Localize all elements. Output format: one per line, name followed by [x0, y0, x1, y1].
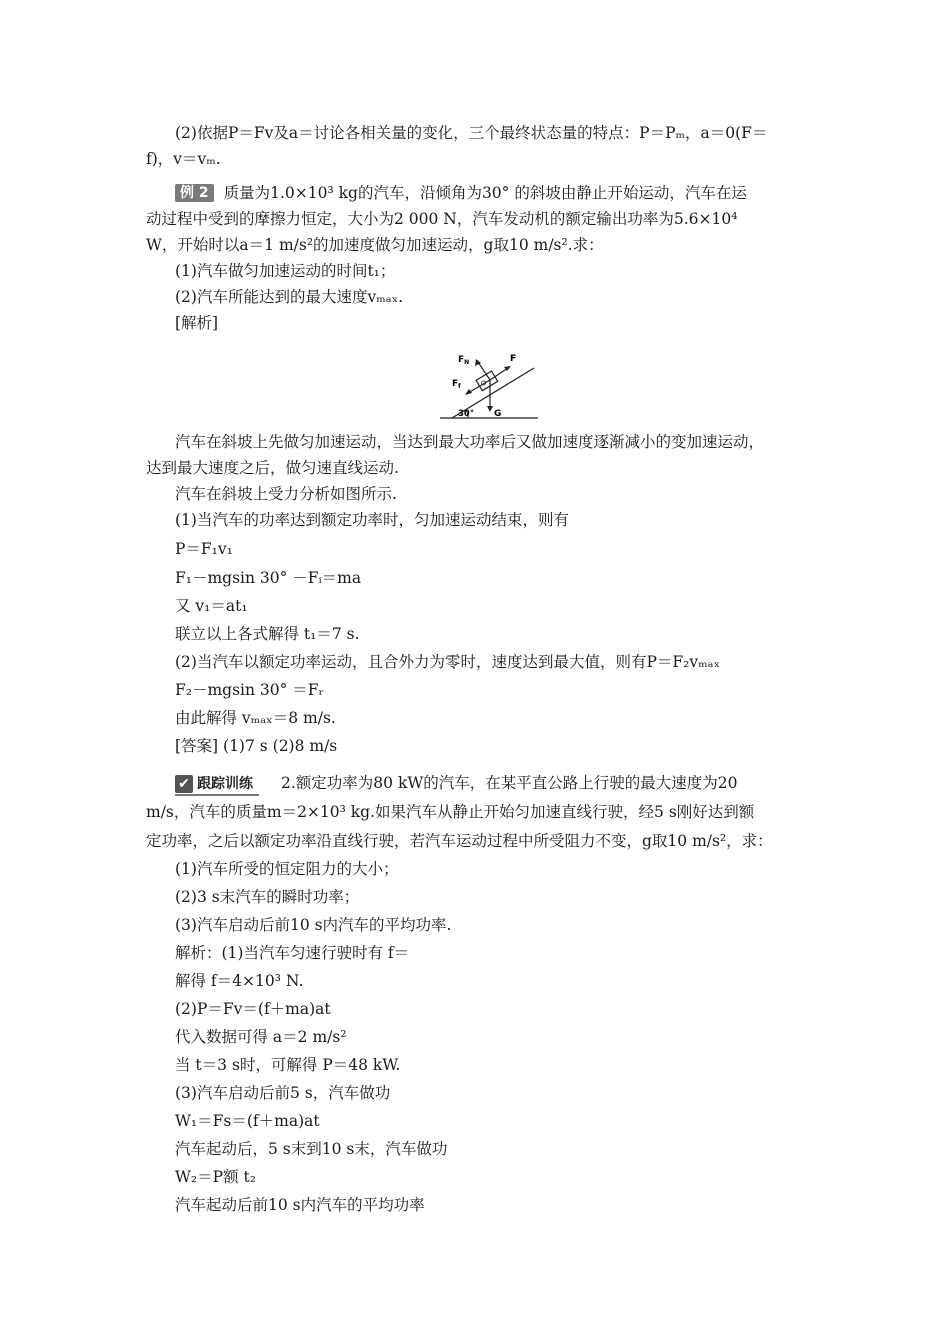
text-line: (1)当汽车的功率达到额定功率时，匀加速运动结束，则有	[175, 511, 569, 529]
force-diagram	[438, 342, 542, 422]
text-line: (3)汽车启动后前5 s，汽车做功	[175, 1084, 391, 1102]
text-line: (2)当汽车以额定功率运动，且合外力为零时，速度达到最大值，则有P＝F₂vₘₐₓ	[175, 653, 721, 671]
equation-line: (2)P＝Fv＝(f＋ma)at	[175, 1000, 331, 1018]
text-line: (2)3 s末汽车的瞬时功率；	[175, 888, 360, 906]
text-line: f)，v＝vₘ.	[146, 150, 221, 168]
text-line: 由此解得 vₘₐₓ＝8 m/s.	[175, 709, 336, 727]
answer-line: [答案] (1)7 s (2)8 m/s	[175, 737, 338, 755]
text-line: 代入数据可得 a＝2 m/s²	[175, 1028, 347, 1046]
text-line: 汽车起动后前10 s内汽车的平均功率	[175, 1196, 425, 1214]
example-line	[175, 181, 865, 205]
check-icon: ✔	[175, 775, 193, 793]
equation-line: 又 v₁＝at₁	[175, 597, 248, 615]
text-line: 质量为1.0×10³ kg的汽车，沿倾角为30° 的斜坡由静止开始运动，汽车在运	[223, 184, 747, 202]
equation-line: P＝F₁v₁	[175, 540, 233, 558]
text-line: 解析：(1)当汽车匀速行驶时有 f＝	[175, 944, 410, 962]
tracking-line	[175, 771, 865, 795]
example-badge: 例 2	[175, 184, 214, 202]
text-line: 当 t＝3 s时，可解得 P＝48 kW.	[175, 1056, 401, 1074]
equation-line: F₂－mgsin 30° ＝Fᵣ	[175, 681, 324, 699]
text-line: 汽车起动后，5 s末到10 s末，汽车做功	[175, 1140, 448, 1158]
equation-line: F₁－mgsin 30° －Fᵢ＝ma	[175, 569, 362, 587]
label-gravity: G	[494, 409, 502, 419]
analysis-label: [解析]	[175, 314, 219, 332]
text-line: (1)汽车做匀加速运动的时间t₁；	[175, 262, 396, 280]
text-line: 联立以上各式解得 t₁＝7 s.	[175, 625, 360, 643]
label-friction-force: $F_f$	[452, 379, 461, 390]
text-line: (1)汽车所受的恒定阻力的大小；	[175, 860, 399, 878]
equation-line: W₂＝P额 t₂	[175, 1168, 256, 1186]
text-line: 汽车在斜坡上先做匀加速运动，当达到最大功率后又做加速度逐渐减小的变加速运动，	[175, 433, 765, 451]
text-line: W，开始时以a＝1 m/s²的加速度做匀加速运动，g取10 m/s².求：	[146, 236, 604, 254]
tracking-badge: ✔ 跟踪训练	[175, 774, 259, 796]
equation-line: W₁＝Fs＝(f＋ma)at	[175, 1112, 320, 1130]
text-line: m/s，汽车的质量m＝2×10³ kg.如果汽车从静止开始匀加速直线行驶，经5 s刚好达到额	[146, 803, 755, 821]
text-line: (3)汽车启动后前10 s内汽车的平均功率.	[175, 916, 452, 934]
text-line: 定功率，之后以额定功率沿直线行驶，若汽车运动过程中所受阻力不变，g取10 m/s²，求：	[146, 832, 773, 850]
label-angle: 30°	[458, 409, 475, 419]
text-line: 动过程中受到的摩擦力恒定，大小为2 000 N，汽车发动机的额定输出功率为5.6×10⁴	[146, 210, 738, 228]
text-line: 2.额定功率为80 kW的汽车，在某平直公路上行驶的最大速度为20	[281, 774, 738, 792]
text-line: 达到最大速度之后，做匀速直线运动.	[146, 459, 399, 477]
label-traction-force: F	[510, 354, 517, 364]
text-line: 汽车在斜坡上受力分析如图所示.	[175, 485, 397, 503]
label-normal-force: $F_N$	[458, 355, 470, 366]
text-line: 解得 f＝4×10³ N.	[175, 972, 304, 990]
text-line: (2)汽车所能达到的最大速度vₘₐₓ.	[175, 288, 404, 306]
text-line: (2)依据P＝Fv及a＝讨论各相关量的变化，三个最终状态量的特点：P＝Pₘ，a＝0(F＝	[175, 124, 768, 142]
